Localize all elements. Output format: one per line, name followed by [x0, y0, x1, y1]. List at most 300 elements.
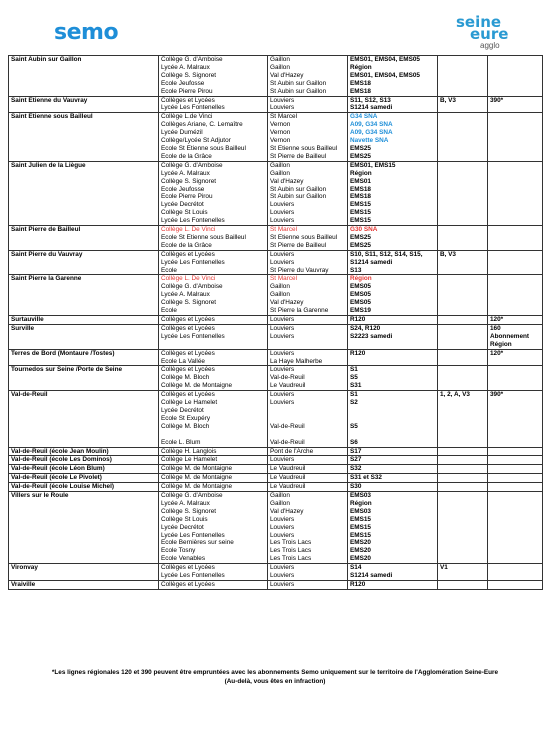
- commune-name: Surtauville: [11, 316, 44, 323]
- commune-cell: [9, 113, 159, 161]
- bus-line-cell: [348, 275, 438, 316]
- bus-line-cell: [348, 492, 438, 564]
- commune-name: Val-de-Reuil (école Le Pivolet): [11, 474, 102, 482]
- school-name: Ecole Pierre Pirou: [161, 193, 213, 201]
- bus-line: EMS25: [350, 144, 371, 152]
- school-name: Ecole Pierre Pirou: [161, 87, 213, 95]
- bus-line: R120: [350, 316, 366, 323]
- commune-cell: [9, 492, 159, 564]
- school-name-cell: [159, 226, 268, 251]
- school-name: Collèges et Lycées: [161, 391, 215, 399]
- school-name: Collèges et Lycées: [161, 366, 215, 374]
- school-town: Gaillon: [270, 56, 290, 63]
- bus-line: Navette SNA: [350, 137, 389, 145]
- eure-logo-text: eure: [470, 25, 509, 43]
- school-name: Lycée Decrétot: [161, 201, 204, 209]
- bus-line: R120: [350, 349, 366, 357]
- commune-cell: [9, 250, 159, 275]
- urban-lines-cell: [438, 465, 488, 474]
- school-town-cell: [268, 96, 348, 113]
- school-town: Le Vaudreuil: [270, 465, 306, 473]
- school-name: Ecole: [161, 266, 177, 274]
- school-town: St Pierre la Garenne: [270, 307, 329, 315]
- bus-line: EMS01, EMS04, EMS05: [350, 56, 420, 63]
- school-town: Louviers: [270, 332, 295, 340]
- urban-lines: 1, 2, A, V3: [440, 391, 470, 399]
- school-name: [161, 431, 265, 439]
- school-name: Ecole Bernières sur seine: [161, 539, 234, 547]
- commune-cell: [9, 391, 159, 447]
- school-name: Collèges et Lycées: [161, 324, 215, 332]
- table-row: [9, 316, 543, 325]
- commune-name: Saint Pierre la Garenne: [11, 275, 82, 283]
- school-town-cell: [268, 581, 348, 590]
- seine-eure-agglo-logo: [456, 15, 516, 51]
- school-name: Lycée Les Fontenelles: [161, 258, 225, 266]
- school-town: Vernon: [270, 137, 291, 145]
- regional-line-cell: [488, 324, 543, 349]
- school-name: Ecole St Etienne sous Bailleul: [161, 144, 246, 152]
- bus-line: [350, 415, 435, 423]
- school-name: Lycée Les Fontenelles: [161, 217, 225, 225]
- school-name-cell: [159, 581, 268, 590]
- bus-line-cell: [348, 564, 438, 581]
- urban-lines-cell: [438, 226, 488, 251]
- school-town: Les Trois Lacs: [270, 547, 312, 555]
- regional-line-cell: [488, 349, 543, 366]
- school-town-cell: [268, 492, 348, 564]
- commune-name: Val-de-Reuil: [11, 391, 48, 399]
- bus-line-cell: [348, 391, 438, 447]
- school-name: Collège G. d'Amboise: [161, 56, 223, 63]
- bus-line: S30: [350, 483, 362, 491]
- school-town-cell: [268, 366, 348, 391]
- semo-logo: semo: [54, 20, 119, 45]
- bus-line: S2223 samedi: [350, 332, 393, 340]
- commune-cell: [9, 456, 159, 465]
- bus-line: EMS20: [350, 539, 371, 547]
- commune-name: Val-de-Reuil (école Louise Michel): [11, 483, 114, 491]
- urban-lines-cell: [438, 161, 488, 225]
- school-name: Collège/Lycée St Adjutor: [161, 137, 231, 145]
- commune-cell: [9, 483, 159, 492]
- school-name: Ecole La Vallée: [161, 357, 205, 365]
- school-town: Gaillon: [270, 169, 290, 177]
- regional-line: 160 Abonnement Région: [490, 324, 530, 348]
- bus-line: S13: [350, 266, 362, 274]
- school-town: Le Vaudreuil: [270, 483, 306, 491]
- school-name: Collège M. de Montaigne: [161, 382, 233, 390]
- footnote-line-1: *Les lignes régionales 120 et 390 peuvent être empruntées avec les abonnements Semo uniquement sur le territoire de l'Agglomération Seine-Eure: [51, 669, 499, 676]
- table-row: [9, 564, 543, 581]
- bus-line-cell: [348, 465, 438, 474]
- school-town: Val d'Hazey: [270, 299, 304, 307]
- school-town: St Etienne sous Bailleul: [270, 144, 338, 152]
- school-name: Ecole: [161, 307, 177, 315]
- school-name: Collège H. Langlois: [161, 447, 217, 455]
- seine-logo-text: seine: [456, 13, 502, 31]
- regional-line: 120*: [490, 316, 504, 323]
- bus-line: EMS15: [350, 531, 371, 539]
- school-name-cell: [159, 324, 268, 349]
- bus-line: Région: [350, 499, 372, 507]
- school-town: La Haye Malherbe: [270, 357, 323, 365]
- bus-line: S1214 samedi: [350, 258, 393, 266]
- commune-cell: [9, 447, 159, 456]
- bus-line-cell: [348, 483, 438, 492]
- regional-line: 390*: [490, 96, 504, 104]
- commune-name: Surville: [11, 324, 35, 332]
- school-town: Gaillon: [270, 492, 290, 500]
- regional-line-cell: [488, 161, 543, 225]
- school-name-cell: [159, 56, 268, 97]
- school-name: Ecole Jeufosse: [161, 185, 205, 193]
- bus-line-cell: [348, 324, 438, 349]
- school-town: St Aubin sur Gaillon: [270, 79, 327, 87]
- bus-line-cell: [348, 474, 438, 483]
- urban-lines-cell: [438, 447, 488, 456]
- bus-line: EMS01, EMS04, EMS05: [350, 71, 420, 79]
- school-town: St Marcel: [270, 226, 297, 234]
- commune-cell: [9, 316, 159, 325]
- bus-line: EMS15: [350, 515, 371, 523]
- commune-cell: [9, 275, 159, 316]
- school-town: Vernon: [270, 121, 291, 129]
- school-town-cell: [268, 465, 348, 474]
- bus-line-cell: [348, 366, 438, 391]
- school-name: Lycée Les Fontenelles: [161, 104, 225, 112]
- school-name: Collège S. Signoret: [161, 71, 217, 79]
- school-town: Louviers: [270, 201, 295, 209]
- bus-line: EMS03: [350, 492, 371, 500]
- commune-cell: [9, 465, 159, 474]
- school-name-cell: [159, 366, 268, 391]
- school-town: Val d'Hazey: [270, 177, 304, 185]
- regional-line-cell: [488, 564, 543, 581]
- school-name: Lycée A. Malraux: [161, 499, 210, 507]
- bus-line: Région: [350, 63, 372, 71]
- regional-line-cell: [488, 581, 543, 590]
- school-town-cell: [268, 324, 348, 349]
- bus-line-cell: [348, 161, 438, 225]
- bus-line: EMS01, EMS15: [350, 161, 396, 169]
- school-name: Ecole de la Grâce: [161, 152, 212, 160]
- bus-line-cell: [348, 250, 438, 275]
- school-name-cell: [159, 349, 268, 366]
- bus-line: EMS20: [350, 555, 371, 563]
- school-name-cell: [159, 316, 268, 325]
- commune-name: Saint Pierre du Vauvray: [11, 250, 83, 258]
- bus-line: EMS25: [350, 152, 371, 160]
- commune-name: Saint Pierre de Bailleul: [11, 226, 81, 234]
- urban-lines-cell: [438, 96, 488, 113]
- bus-line: EMS01: [350, 177, 371, 185]
- school-town: Gaillon: [270, 161, 290, 169]
- commune-cell: [9, 96, 159, 113]
- school-name: Collège G. d'Amboise: [161, 283, 223, 291]
- school-town: [270, 431, 345, 439]
- school-town: St Pierre de Bailleul: [270, 241, 327, 249]
- urban-lines-cell: [438, 349, 488, 366]
- school-name: Collèges et Lycées: [161, 96, 215, 104]
- regional-line-cell: [488, 96, 543, 113]
- commune-cell: [9, 226, 159, 251]
- commune-name: Villers sur le Roule: [11, 492, 69, 500]
- school-town: Louviers: [270, 96, 295, 104]
- school-name: Ecole Jeufosse: [161, 79, 205, 87]
- school-town-cell: [268, 456, 348, 465]
- school-town: Louviers: [270, 258, 295, 266]
- urban-lines-cell: [438, 275, 488, 316]
- commune-name: Saint Julien de la Liègue: [11, 161, 86, 169]
- bus-line: S11, S12, S13: [350, 96, 391, 104]
- urban-lines: B, V3: [440, 96, 456, 104]
- bus-line-cell: [348, 96, 438, 113]
- school-name: Lycée Dumézil: [161, 129, 203, 137]
- bus-line: EMS18: [350, 185, 371, 193]
- bus-line: S1: [350, 391, 358, 399]
- regional-line-cell: [488, 483, 543, 492]
- school-town-cell: [268, 564, 348, 581]
- urban-lines-cell: [438, 474, 488, 483]
- bus-line: S1214 samedi: [350, 572, 393, 580]
- table-row: [9, 492, 543, 564]
- school-town: Gaillon: [270, 63, 290, 71]
- urban-lines-cell: [438, 391, 488, 447]
- school-name: Collège G. d'Amboise: [161, 492, 223, 500]
- school-name-cell: [159, 474, 268, 483]
- regional-line-cell: [488, 465, 543, 474]
- school-town: St Marcel: [270, 113, 297, 121]
- bus-line: S27: [350, 456, 362, 464]
- bus-line-cell: [348, 581, 438, 590]
- transport-table: [8, 55, 543, 590]
- bus-line: S1: [350, 366, 358, 374]
- regional-line-cell: [488, 456, 543, 465]
- school-name-cell: [159, 275, 268, 316]
- bus-line: [350, 431, 435, 439]
- school-town: St Etienne sous Bailleul: [270, 233, 338, 241]
- commune-name: Vironvay: [11, 564, 38, 572]
- school-name: Collèges et Lycées: [161, 349, 215, 357]
- regional-line-cell: [488, 492, 543, 564]
- school-name: Collège St Louis: [161, 515, 208, 523]
- school-name: Collèges et Lycées: [161, 250, 215, 258]
- commune-cell: [9, 56, 159, 97]
- bus-line-cell: [348, 226, 438, 251]
- school-name-cell: [159, 96, 268, 113]
- bus-line-cell: [348, 56, 438, 97]
- bus-line: EMS19: [350, 307, 371, 315]
- school-name: Ecole L. Blum: [161, 438, 201, 446]
- school-name-cell: [159, 391, 268, 447]
- school-name: Collège S. Signoret: [161, 177, 217, 185]
- school-name: Collège S. Signoret: [161, 507, 217, 515]
- school-name-cell: [159, 492, 268, 564]
- urban-lines-cell: [438, 316, 488, 325]
- bus-line: EMS18: [350, 87, 371, 95]
- school-town: St Pierre du Vauvray: [270, 266, 329, 274]
- school-name: Ecole Tosny: [161, 547, 196, 555]
- bus-line: EMS15: [350, 523, 371, 531]
- school-town: Louviers: [270, 572, 295, 580]
- commune-cell: [9, 564, 159, 581]
- school-town: Louviers: [270, 366, 295, 374]
- school-name: Lycée Les Fontenelles: [161, 332, 225, 340]
- school-name-cell: [159, 483, 268, 492]
- table-row: [9, 447, 543, 456]
- school-name: Lycée A. Malraux: [161, 169, 210, 177]
- school-town-cell: [268, 316, 348, 325]
- school-name-cell: [159, 113, 268, 161]
- commune-cell: [9, 161, 159, 225]
- commune-name: Saint Etienne du Vauvray: [11, 96, 88, 104]
- urban-lines-cell: [438, 113, 488, 161]
- school-town: Louviers: [270, 217, 295, 225]
- school-town: Les Trois Lacs: [270, 555, 312, 563]
- school-name: Lycée Les Fontenelles: [161, 531, 225, 539]
- bus-line: EMS05: [350, 291, 371, 299]
- regional-line: 120*: [490, 349, 504, 357]
- school-town-cell: [268, 349, 348, 366]
- commune-cell: [9, 581, 159, 590]
- school-name: Collèges et Lycées: [161, 564, 215, 572]
- school-town: Gaillon: [270, 499, 290, 507]
- urban-lines-cell: [438, 483, 488, 492]
- table-row: [9, 275, 543, 316]
- school-town: [270, 407, 345, 415]
- table-row: [9, 226, 543, 251]
- regional-line-cell: [488, 250, 543, 275]
- school-name: Lycée A. Malraux: [161, 63, 210, 71]
- school-name-cell: [159, 447, 268, 456]
- bus-line: Région: [350, 275, 372, 283]
- school-town: Val-de-Reuil: [270, 422, 305, 430]
- school-town: Vernon: [270, 129, 291, 137]
- table-row: [9, 161, 543, 225]
- urban-lines-cell: [438, 366, 488, 391]
- school-town: Louviers: [270, 399, 295, 407]
- agglo-logo-text: agglo: [480, 41, 500, 50]
- school-town: Louviers: [270, 209, 295, 217]
- bus-line: R120: [350, 581, 366, 588]
- school-town: Le Vaudreuil: [270, 382, 306, 390]
- regional-line-cell: [488, 316, 543, 325]
- school-name: Collèges Ariane, C. Lemaître: [161, 121, 243, 129]
- school-town: Le Vaudreuil: [270, 474, 306, 482]
- bus-line: EMS15: [350, 209, 371, 217]
- bus-line: S1214 samedi: [350, 104, 393, 112]
- table-row: [9, 366, 543, 391]
- table-row: [9, 56, 543, 97]
- table-row: [9, 483, 543, 492]
- school-town: St Aubin sur Gaillon: [270, 193, 327, 201]
- urban-lines-cell: [438, 492, 488, 564]
- school-name: Collège Le Hamelet: [161, 456, 218, 464]
- school-name: Collège L. De Vinci: [161, 226, 216, 234]
- school-town: Gaillon: [270, 291, 290, 299]
- school-name: Collège Le Hamelet: [161, 399, 218, 407]
- bus-line: [350, 407, 435, 415]
- bus-line: EMS18: [350, 193, 371, 201]
- bus-line: S6: [350, 438, 358, 446]
- regional-line: 390*: [490, 391, 504, 399]
- school-town: Val d'Hazey: [270, 507, 304, 515]
- school-name: Lycée Decrétot: [161, 406, 204, 414]
- commune-name: Vraiville: [11, 581, 36, 588]
- bus-line: EMS25: [350, 241, 371, 249]
- urban-lines: B, V3: [440, 250, 456, 258]
- school-town-cell: [268, 483, 348, 492]
- footnote: [40, 668, 510, 686]
- regional-line-cell: [488, 447, 543, 456]
- bus-line: G30 SNA: [350, 226, 378, 234]
- regional-line-cell: [488, 391, 543, 447]
- school-name: Collège G. d'Amboise: [161, 161, 223, 169]
- school-town-cell: [268, 56, 348, 97]
- footnote-line-2: (Au-delà, vous êtes en infraction): [224, 678, 326, 685]
- bus-line: S31 et S32: [350, 474, 382, 482]
- bus-line: S5: [350, 422, 358, 430]
- school-town: Louviers: [270, 250, 295, 258]
- bus-line: S17: [350, 447, 362, 455]
- regional-line-cell: [488, 226, 543, 251]
- school-town: Louviers: [270, 523, 295, 531]
- commune-cell: [9, 324, 159, 349]
- bus-line: EMS05: [350, 299, 371, 307]
- table-row: [9, 581, 543, 590]
- commune-cell: [9, 349, 159, 366]
- school-town: Louviers: [270, 391, 295, 399]
- bus-line: S32: [350, 465, 362, 473]
- school-name: Lycée Les Fontenelles: [161, 572, 225, 580]
- regional-line-cell: [488, 56, 543, 97]
- school-name: Collèges et Lycées: [161, 316, 215, 323]
- school-name: Collège L.de Vinci: [161, 113, 213, 121]
- school-name-cell: [159, 161, 268, 225]
- school-town-cell: [268, 226, 348, 251]
- bus-line: EMS18: [350, 79, 371, 87]
- bus-line-cell: [348, 316, 438, 325]
- urban-lines-cell: [438, 564, 488, 581]
- table-row: [9, 391, 543, 447]
- urban-lines-cell: [438, 456, 488, 465]
- school-town-cell: [268, 161, 348, 225]
- school-town: St Pierre de Bailleul: [270, 152, 327, 160]
- school-name-cell: [159, 456, 268, 465]
- school-name: Collège M. Bloch: [161, 422, 210, 430]
- bus-line: EMS25: [350, 233, 371, 241]
- school-town: Louviers: [270, 515, 295, 523]
- table-row: [9, 456, 543, 465]
- table-row: [9, 474, 543, 483]
- school-town: Louviers: [270, 456, 295, 464]
- school-town: Louviers: [270, 349, 295, 357]
- school-town: Louviers: [270, 564, 295, 572]
- table-row: [9, 349, 543, 366]
- school-town-cell: [268, 391, 348, 447]
- school-name: Collège L. De Vinci: [161, 275, 216, 283]
- bus-line: S10, S11, S12, S14, S15,: [350, 250, 423, 258]
- school-town: Louviers: [270, 581, 295, 588]
- school-town-cell: [268, 113, 348, 161]
- table-row: [9, 250, 543, 275]
- school-name: Collège M. Bloch: [161, 374, 210, 382]
- commune-name: Saint Aubin sur Gaillon: [11, 56, 82, 63]
- school-town: Gaillon: [270, 283, 290, 291]
- bus-line: EMS03: [350, 507, 371, 515]
- school-name: Ecole St Exupéry: [161, 414, 211, 422]
